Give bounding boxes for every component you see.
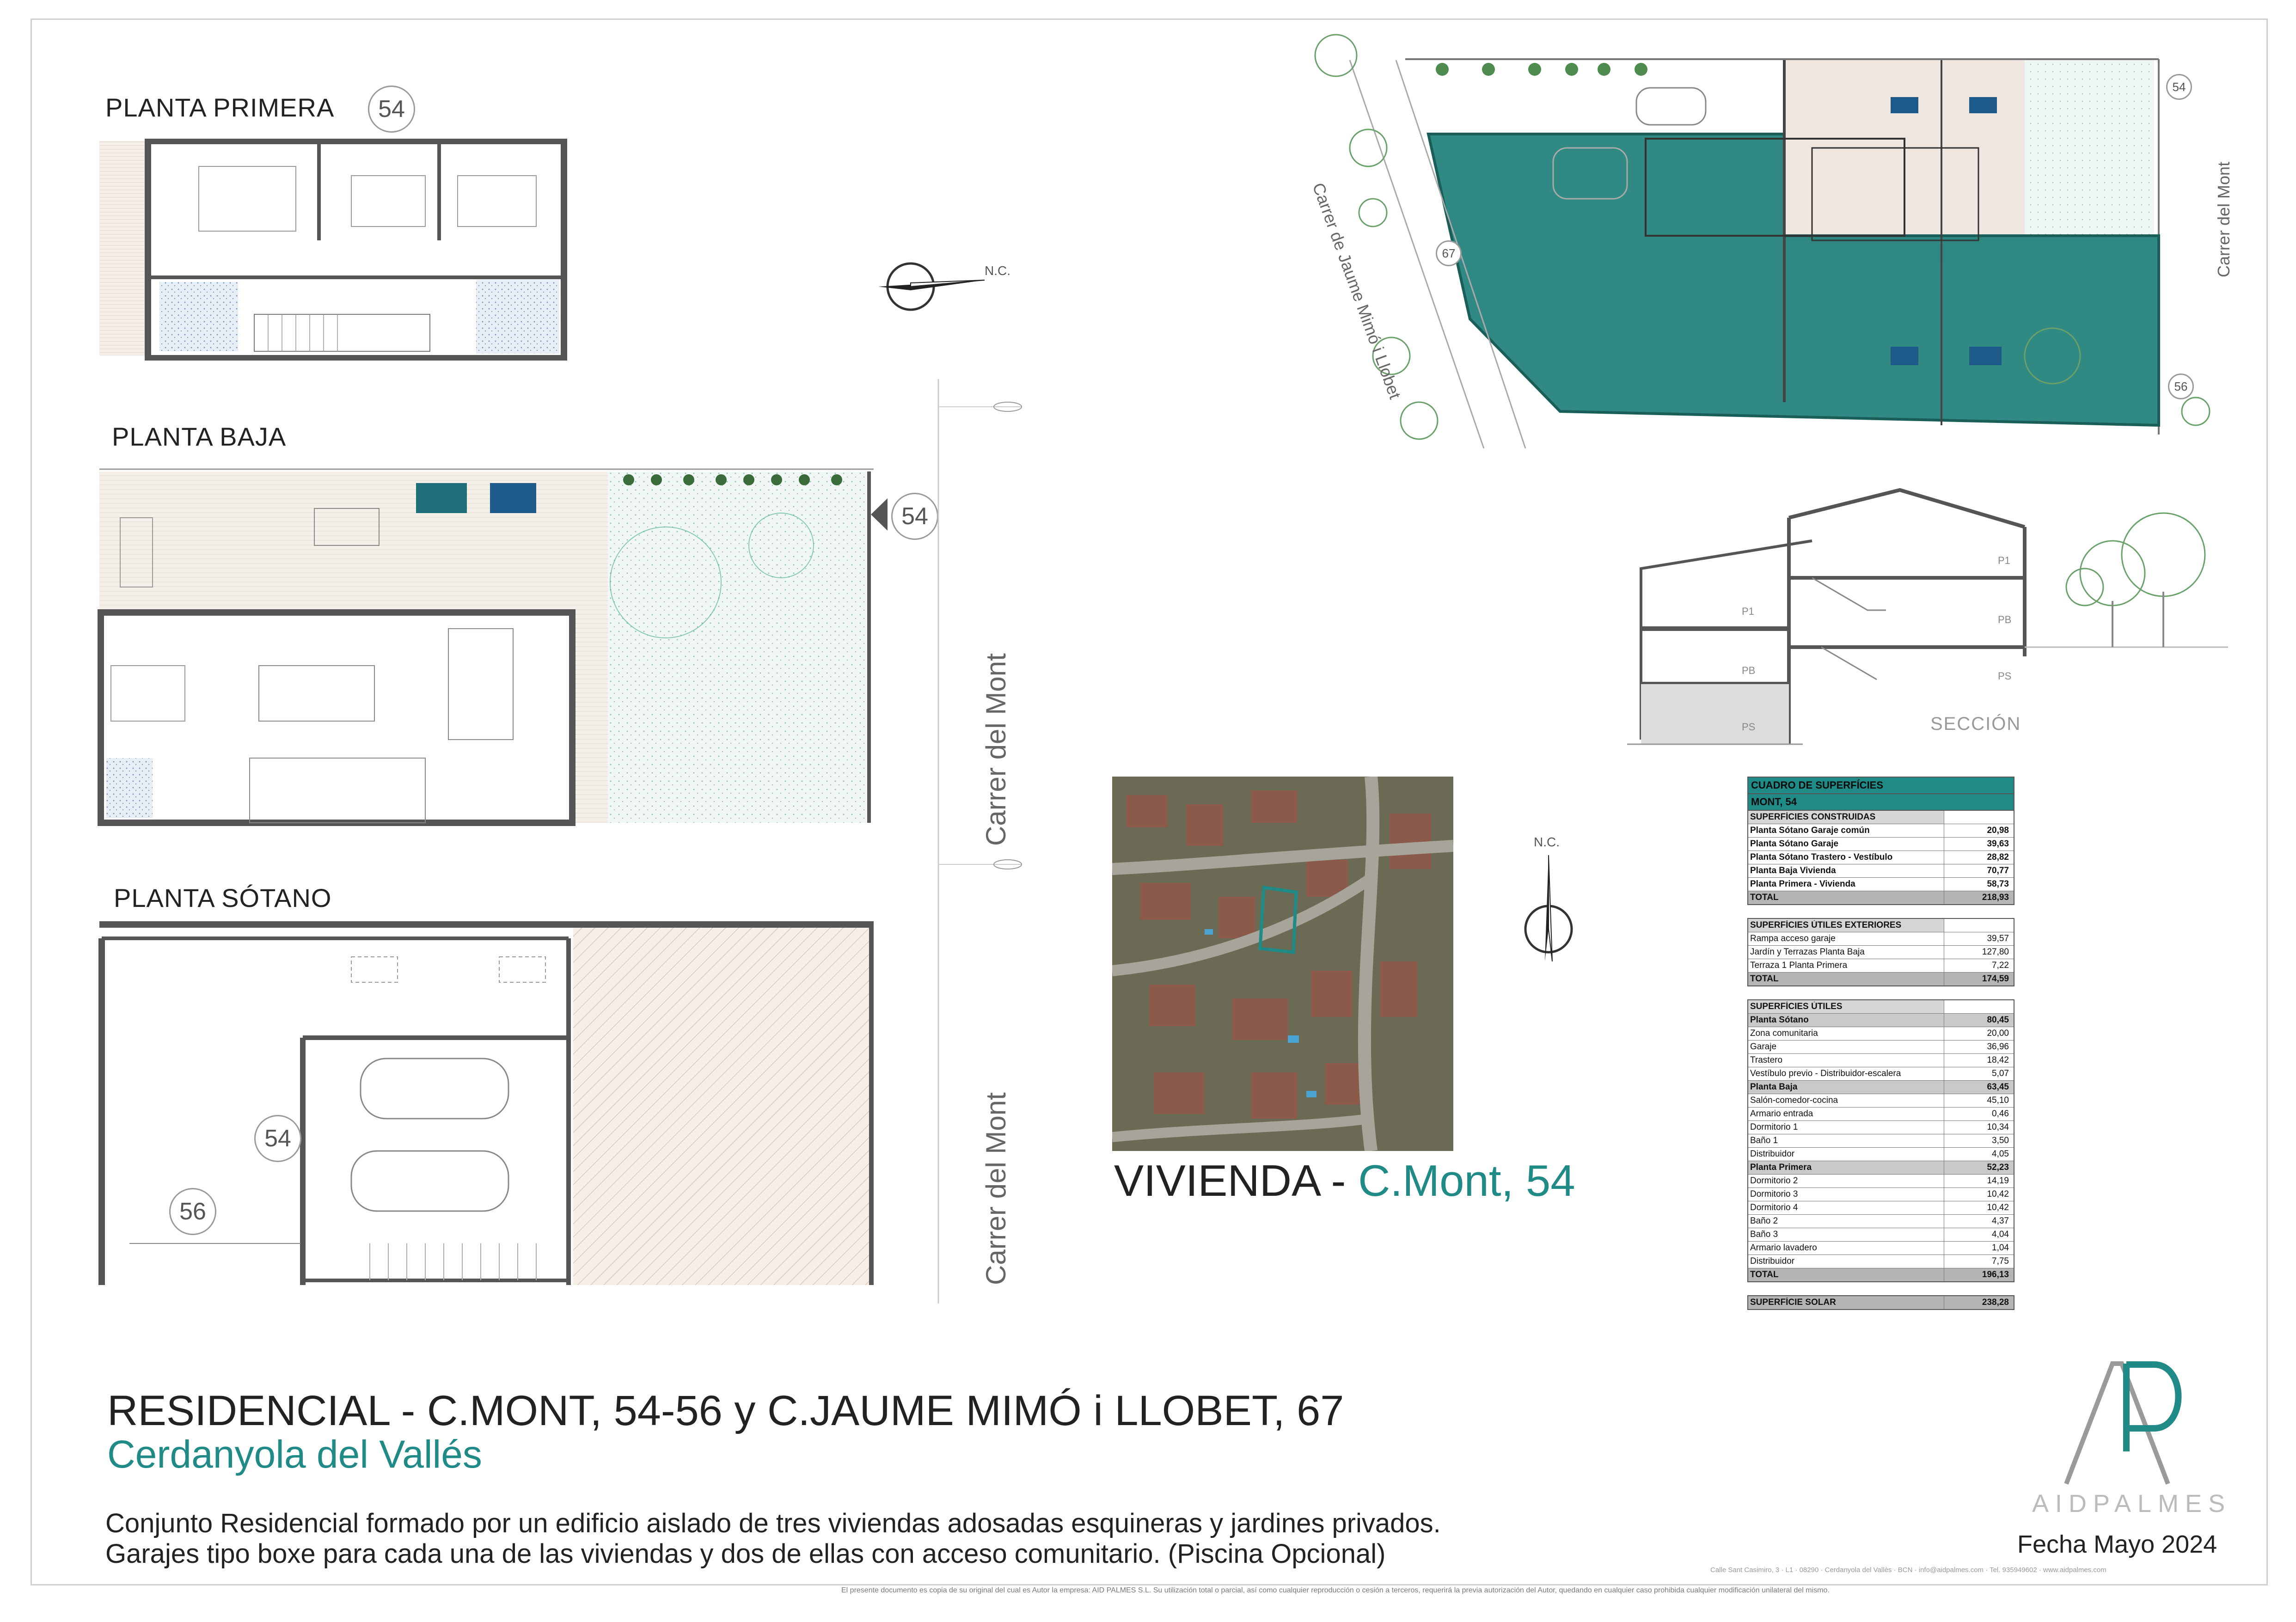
table-cell-value: 39,57 [1944, 932, 2014, 945]
table-cell-label: Trastero [1750, 1055, 1783, 1065]
table-cell-label: Vestíbulo previo - Distribuidor-escalera [1750, 1069, 1901, 1078]
table-cell-value: 196,13 [1944, 1268, 2014, 1281]
table-subtitle: MONT, 54 [1747, 794, 2014, 811]
section-level-pb-left: PB [1742, 665, 1756, 676]
document-date: Fecha Mayo 2024 [2017, 1530, 2217, 1558]
table-cell-label: TOTAL [1750, 893, 1779, 902]
table-cell-label: Distribuidor [1750, 1149, 1795, 1159]
section-level-p1-right: P1 [1998, 555, 2010, 566]
floor-plan-sotano [92, 920, 878, 1290]
north-arrow-icon [869, 250, 1017, 324]
table-row [1748, 959, 2014, 972]
table-cell-label: TOTAL [1750, 974, 1779, 984]
table-row [1748, 1147, 2014, 1161]
table-row [1748, 1094, 2014, 1107]
table-cell-value: 4,04 [1944, 1228, 2014, 1241]
section-label: SECCIÓN [1930, 714, 2021, 734]
table-cell-value: 36,96 [1944, 1041, 2014, 1053]
table-row [1748, 1201, 2014, 1214]
street-lines [906, 379, 1026, 1304]
table-cell-value: 127,80 [1944, 946, 2014, 959]
table-row [1748, 919, 2014, 932]
table-cell-value: 20,98 [1944, 824, 2014, 837]
table-cell-label: Zona comunitaria [1750, 1028, 1818, 1038]
aerial-map [1112, 777, 1453, 1151]
plan-number-baja: 54 [891, 493, 938, 540]
table-row [1748, 1241, 2014, 1255]
table-row [1748, 1296, 2014, 1309]
street-label-mont-upper: Carrer del Mont [980, 653, 1011, 846]
table-cell-label: Armario lavadero [1750, 1243, 1817, 1253]
plan-number-sotano-56: 56 [169, 1188, 216, 1235]
table-row [1748, 891, 2014, 904]
table-cell-value: 10,42 [1944, 1188, 2014, 1201]
section-level-ps-right: PS [1998, 670, 2012, 682]
table-cell-label: Rampa acceso garaje [1750, 934, 1836, 943]
table-cell-value: 58,73 [1944, 878, 2014, 891]
table-cell-value: 20,00 [1944, 1027, 2014, 1040]
table-cell-value: 10,42 [1944, 1201, 2014, 1214]
table-cell-label: SUPERFÍCIE SOLAR [1750, 1298, 1836, 1307]
table-row [1748, 1080, 2014, 1094]
project-description-1: Conjunto Residencial formado por un edificio aislado de tres viviendas adosadas esquineras y jardines privados. [105, 1508, 1441, 1538]
table-row [1748, 1120, 2014, 1134]
table-row [1748, 1027, 2014, 1040]
plan-title-baja: PLANTA BAJA [112, 422, 287, 451]
table-cell-value: 70,77 [1944, 864, 2014, 877]
surface-table [1747, 777, 2014, 1310]
table-cell-value: 28,82 [1944, 851, 2014, 864]
table-row [1748, 864, 2014, 877]
project-description-2: Garajes tipo boxe para cada una de las viviendas y dos de ellas con acceso comunitario. (Piscina Opcional) [105, 1539, 1386, 1569]
table-cell-label: Planta Sótano Garaje común [1750, 826, 1870, 835]
table-cell-label: Jardín y Terrazas Planta Baja [1750, 947, 1865, 957]
project-title: RESIDENCIAL - C.MONT, 54-56 y C.JAUME MIMÓ i LLOBET, 67 [107, 1387, 1344, 1434]
north-arrow-label-2: N.C. [1534, 835, 1560, 849]
table-row [1748, 1161, 2014, 1174]
legal-disclaimer: El presente documento es copia de su original del cual es Autor la empresa: AID PALMES S.L. Su utilización total o parcial, así como cualquier reproducción o cesión a terceros, requerirá la previa autorización del Autor, quedando en cualquier caso prohibida cualquier modificación unilateral del mismo. [841, 1586, 1830, 1594]
level-arrow-icon [869, 498, 889, 531]
table-cell-value: 18,42 [1944, 1054, 2014, 1067]
street-label-mont-right: Carrer del Mont [2214, 161, 2233, 277]
table-cell-value: 7,75 [1944, 1255, 2014, 1268]
table-row [1748, 851, 2014, 864]
floor-plan-baja [92, 462, 878, 832]
table-cell-value: 7,22 [1944, 959, 2014, 972]
table-row [1748, 811, 2014, 824]
table-cell-value: 4,05 [1944, 1148, 2014, 1161]
table-cell-value: 45,10 [1944, 1094, 2014, 1107]
table-cell-value: 4,37 [1944, 1215, 2014, 1228]
plan-number-primera: 54 [368, 86, 415, 133]
table-row [1748, 1187, 2014, 1201]
table-cell-label: Planta Baja Vivienda [1750, 866, 1836, 875]
table-cell-value: 174,59 [1944, 973, 2014, 985]
project-city: Cerdanyola del Vallés [107, 1432, 482, 1476]
north-arrow-label: N.C. [985, 263, 1010, 278]
table-cell-value: 63,45 [1944, 1081, 2014, 1094]
table-row [1748, 945, 2014, 959]
plan-number-sotano-54: 54 [254, 1115, 301, 1162]
north-arrow-icon-2 [1516, 846, 1581, 985]
table-cell-label: Armario entrada [1750, 1109, 1813, 1119]
table-cell-value [1944, 919, 2014, 932]
table-row [1748, 1255, 2014, 1268]
table-row [1748, 1228, 2014, 1241]
table-cell-label: SUPERFÍCIES ÚTILES [1750, 1002, 1843, 1011]
table-row [1748, 1214, 2014, 1228]
table-cell-label: Terraza 1 Planta Primera [1750, 961, 1848, 970]
aidpalmes-logo [2062, 1359, 2200, 1488]
floor-plan-primera [92, 139, 573, 361]
table-cell-label: Dormitorio 4 [1750, 1203, 1798, 1212]
table-cell-label: SUPERFÍCIES CONSTRUIDAS [1750, 812, 1876, 822]
table-solar [1747, 1295, 2014, 1310]
table-row [1748, 1000, 2014, 1013]
table-row [1748, 1040, 2014, 1053]
table-cell-label: Garaje [1750, 1042, 1777, 1052]
table-cell-label: Planta Primera [1750, 1163, 1812, 1172]
table-row [1748, 1013, 2014, 1027]
table-cell-value [1944, 1000, 2014, 1013]
table-utiles [1747, 999, 2014, 1282]
table-cell-value: 5,07 [1944, 1067, 2014, 1080]
section-level-p1-left: P1 [1742, 606, 1754, 617]
table-cell-label: Dormitorio 2 [1750, 1176, 1798, 1186]
table-row [1748, 1107, 2014, 1120]
table-construidas [1747, 811, 2014, 905]
table-cell-label: Planta Sótano [1750, 1015, 1809, 1025]
table-row [1748, 824, 2014, 837]
table-row [1748, 837, 2014, 851]
table-cell-value: 0,46 [1944, 1108, 2014, 1120]
table-cell-value: 238,28 [1944, 1296, 2014, 1309]
table-cell-label: Baño 2 [1750, 1216, 1778, 1226]
table-cell-value: 1,04 [1944, 1242, 2014, 1255]
logo-brand-text: AIDPALMES [2032, 1490, 2232, 1518]
site-plan [1304, 32, 2237, 448]
table-row [1748, 1053, 2014, 1067]
table-row [1748, 1268, 2014, 1281]
section-level-ps-left: PS [1742, 721, 1756, 733]
table-cell-label: Salón-comedor-cocina [1750, 1096, 1838, 1105]
site-number-56: 56 [2168, 373, 2194, 399]
plan-title-primera: PLANTA PRIMERA [105, 93, 335, 122]
table-cell-value: 3,50 [1944, 1134, 2014, 1147]
table-cell-label: Planta Primera - Vivienda [1750, 879, 1855, 889]
vivienda-heading [1114, 1156, 1575, 1206]
table-row [1748, 1067, 2014, 1080]
table-cell-value [1944, 811, 2014, 824]
table-row [1748, 1174, 2014, 1187]
table-cell-label: Planta Baja [1750, 1082, 1798, 1092]
table-cell-value: 80,45 [1944, 1014, 2014, 1027]
table-row [1748, 932, 2014, 945]
vivienda-address: C.Mont, 54 [1358, 1156, 1575, 1206]
plan-title-sotano: PLANTA SÓTANO [114, 883, 332, 912]
building-section [1627, 471, 2228, 758]
table-cell-label: Dormitorio 1 [1750, 1122, 1798, 1132]
site-number-54: 54 [2166, 74, 2192, 100]
table-cell-label: Baño 3 [1750, 1230, 1778, 1239]
table-title: CUADRO DE SUPERFÍCIES [1747, 777, 2014, 794]
site-number-67: 67 [1436, 240, 1462, 266]
table-cell-value: 218,93 [1944, 891, 2014, 904]
table-cell-value: 52,23 [1944, 1161, 2014, 1174]
table-row [1748, 1134, 2014, 1147]
table-cell-label: TOTAL [1750, 1270, 1779, 1279]
company-address: Calle Sant Casimiro, 3 · L1 · 08290 · Cerdanyola del Vallès · BCN · info@aidpalmes.com · Tel. 935949602 · www.aidpalmes.com [1710, 1566, 2106, 1574]
table-exteriores [1747, 918, 2014, 986]
table-row [1748, 877, 2014, 891]
table-cell-value: 10,34 [1944, 1121, 2014, 1134]
table-row [1748, 972, 2014, 985]
table-cell-label: Dormitorio 3 [1750, 1189, 1798, 1199]
table-cell-label: Planta Sótano Trastero - Vestíbulo [1750, 852, 1893, 862]
table-cell-label: Baño 1 [1750, 1136, 1778, 1145]
street-label-jaume: Carrer de Jaume Mimó i Llobet [1309, 180, 1405, 402]
section-level-pb-right: PB [1998, 614, 2012, 625]
table-cell-value: 39,63 [1944, 838, 2014, 851]
table-cell-value: 14,19 [1944, 1175, 2014, 1187]
table-cell-label: Distribuidor [1750, 1256, 1795, 1266]
table-cell-label: Planta Sótano Garaje [1750, 839, 1839, 849]
street-label-mont-lower: Carrer del Mont [980, 1092, 1011, 1285]
table-cell-label: SUPERFÍCIES ÚTILES EXTERIORES [1750, 920, 1902, 930]
vivienda-prefix: VIVIENDA - [1114, 1156, 1359, 1206]
